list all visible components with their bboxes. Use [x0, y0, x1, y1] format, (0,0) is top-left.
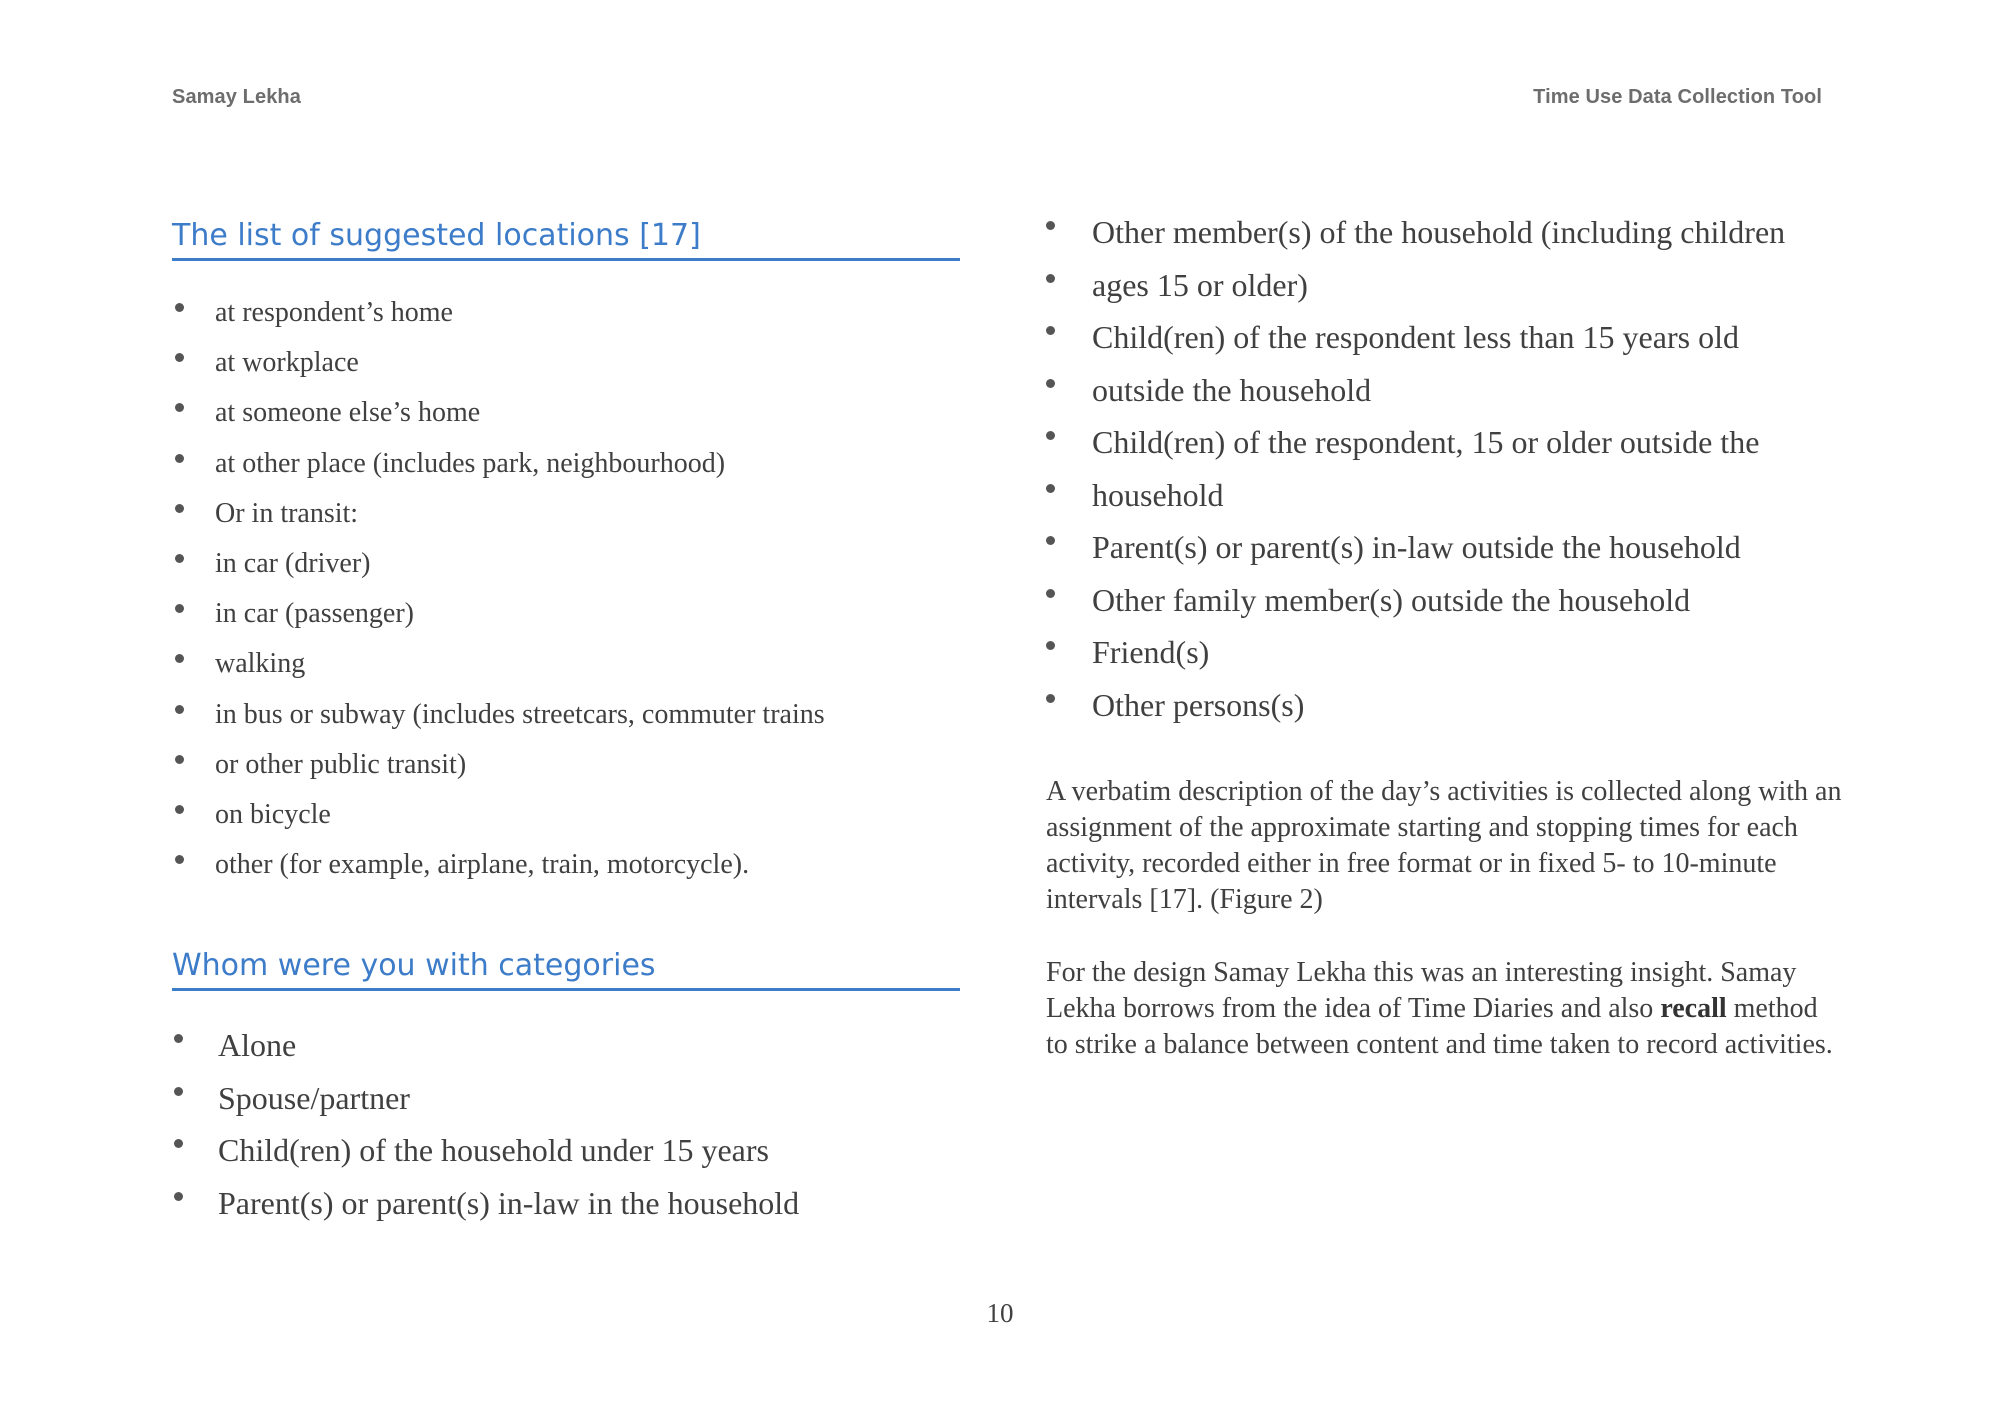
list-item: in car (passenger) — [172, 596, 825, 646]
list-item: outside the household — [1046, 370, 1785, 423]
bullet-icon — [175, 504, 184, 513]
locations-heading: The list of suggested locations [17] — [172, 216, 960, 261]
paragraph-design-insight: For the design Samay Lekha this was an interesting insight. Samay Lekha borrows from the idea of Time Diaries and also recall method to strike a balance between content and time taken to record activities. — [1046, 957, 1833, 1060]
list-item: Alone — [172, 1025, 799, 1078]
locations-list — [172, 295, 825, 897]
list-item: Other member(s) of the household (including children — [1046, 212, 1785, 265]
bullet-icon — [175, 855, 184, 864]
emphasis-recall: recall — [1660, 993, 1727, 1024]
bullet-icon — [175, 454, 184, 463]
bullet-icon — [1046, 221, 1055, 230]
bullet-icon — [175, 755, 184, 764]
bullet-icon — [175, 604, 184, 613]
bullet-icon — [175, 403, 184, 412]
bullet-icon — [175, 303, 184, 312]
bullet-icon — [1046, 589, 1055, 598]
list-item: walking — [172, 646, 825, 696]
bullet-icon — [175, 554, 184, 563]
bullet-icon — [1046, 536, 1055, 545]
list-item: at other place (includes park, neighbourhood) — [172, 446, 825, 496]
bullet-icon — [1046, 379, 1055, 388]
whom-list-continued — [1046, 212, 1785, 737]
list-item: Parent(s) or parent(s) in-law outside the household — [1046, 527, 1785, 580]
list-item: Other persons(s) — [1046, 685, 1785, 738]
paragraph-verbatim-description: A verbatim description of the day’s activities is collected along with an assignment of the approximate starting and stopping times for each activity, recorded either in free format or in fixed 5- to 10-minute intervals [17]. (Figure 2) — [1046, 776, 1842, 915]
list-item: at workplace — [172, 345, 825, 395]
bullet-icon — [1046, 484, 1055, 493]
bullet-icon — [174, 1034, 183, 1043]
list-item: in car (driver) — [172, 546, 825, 596]
list-item: or other public transit) — [172, 747, 825, 797]
list-item: Parent(s) or parent(s) in-law in the household — [172, 1183, 799, 1236]
bullet-icon — [175, 654, 184, 663]
bullet-icon — [1046, 431, 1055, 440]
list-item: on bicycle — [172, 797, 825, 847]
list-item: Friend(s) — [1046, 632, 1785, 685]
running-header-title: Samay Lekha — [172, 86, 301, 108]
bullet-icon — [1046, 274, 1055, 283]
bullet-icon — [174, 1087, 183, 1096]
list-item: at someone else’s home — [172, 395, 825, 445]
list-item: ages 15 or older) — [1046, 265, 1785, 318]
bullet-icon — [174, 1192, 183, 1201]
list-item: household — [1046, 475, 1785, 528]
bullet-icon — [175, 353, 184, 362]
bullet-icon — [1046, 326, 1055, 335]
bullet-icon — [175, 705, 184, 714]
list-item: Child(ren) of the respondent less than 15 years old — [1046, 317, 1785, 370]
whom-heading: Whom were you with categories — [172, 946, 960, 991]
page-number: 10 — [986, 1298, 1014, 1328]
list-item: at respondent’s home — [172, 295, 825, 345]
bullet-icon — [174, 1139, 183, 1148]
bullet-icon — [1046, 641, 1055, 650]
whom-list — [172, 1025, 799, 1236]
list-item: Child(ren) of the respondent, 15 or older outside the — [1046, 422, 1785, 475]
list-item: in bus or subway (includes streetcars, commuter trains — [172, 697, 825, 747]
bullet-icon — [175, 805, 184, 814]
list-item: Or in transit: — [172, 496, 825, 546]
bullet-icon — [1046, 694, 1055, 703]
list-item: other (for example, airplane, train, motorcycle). — [172, 847, 825, 897]
list-item: Spouse/partner — [172, 1078, 799, 1131]
list-item: Child(ren) of the household under 15 years — [172, 1130, 799, 1183]
running-header-subtitle: Time Use Data Collection Tool — [1533, 86, 1822, 108]
list-item: Other family member(s) outside the household — [1046, 580, 1785, 633]
